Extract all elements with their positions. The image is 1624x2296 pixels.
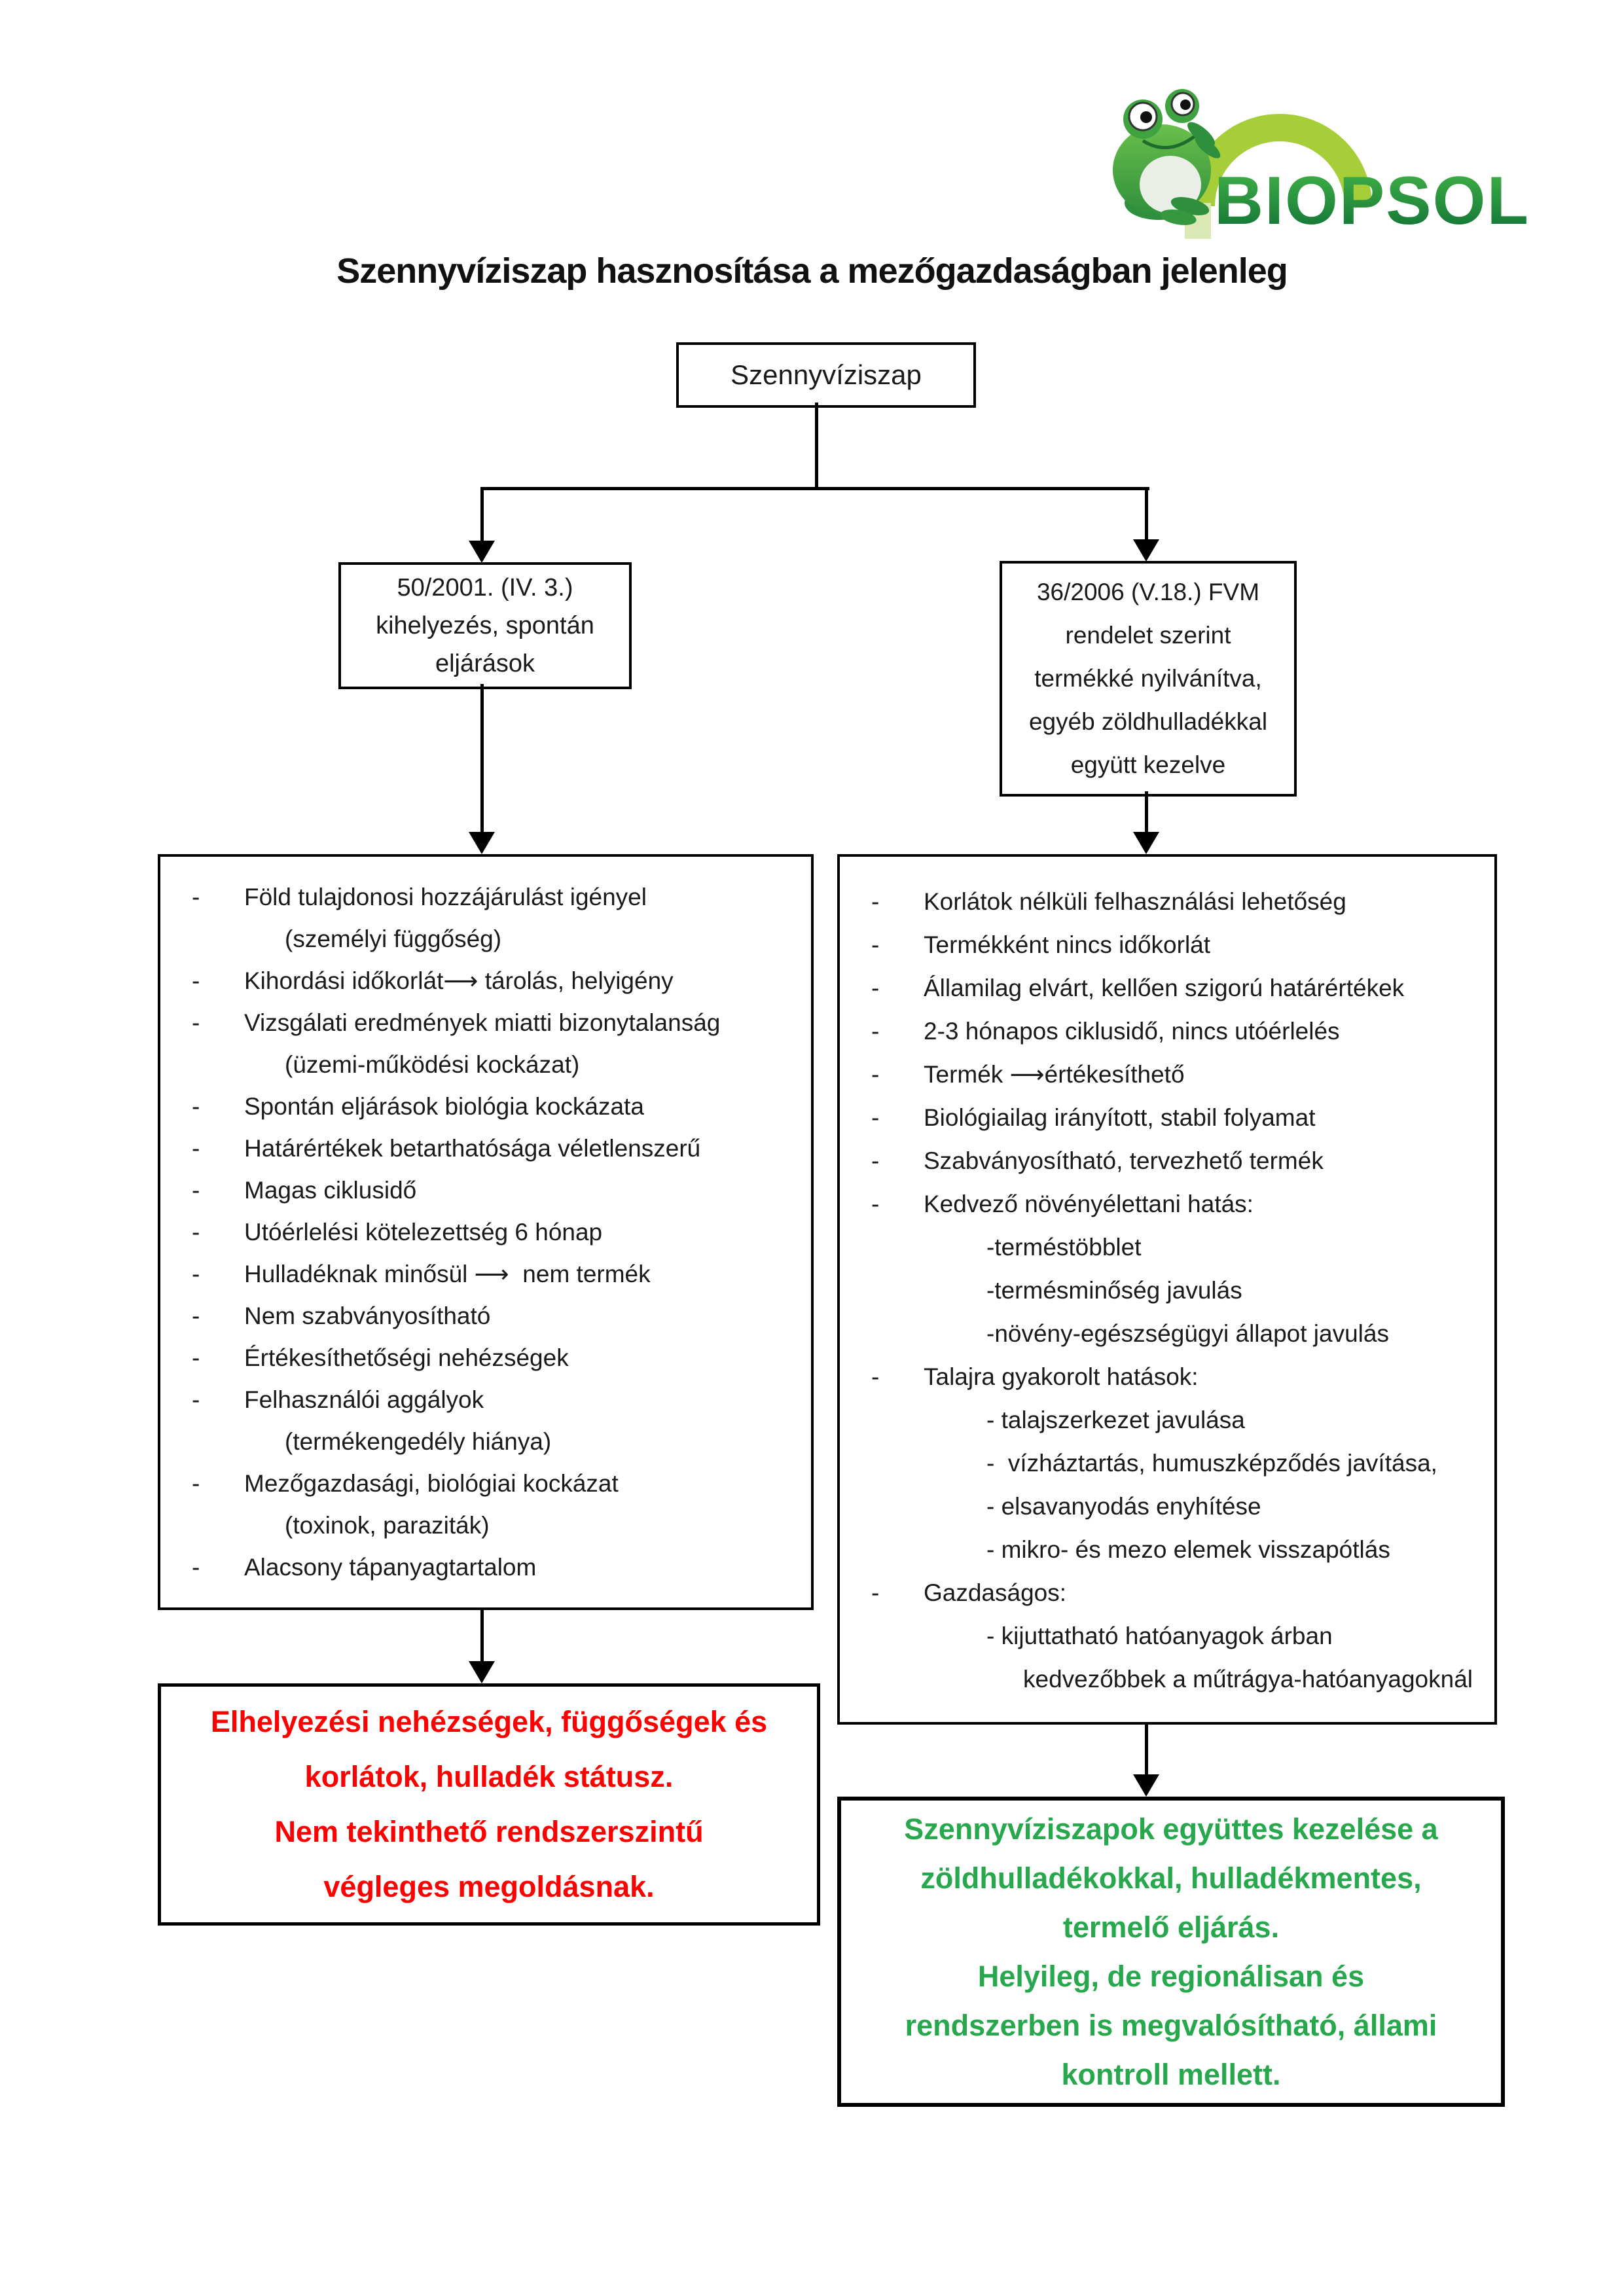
dash-bullet — [866, 1399, 924, 1442]
list-item-text: Kihordási időkorlát⟶ tárolás, helyigény — [244, 967, 674, 994]
dash-bullet: - — [192, 1009, 200, 1036]
dash-bullet: - — [192, 967, 200, 994]
arrowhead-left-list-icon — [469, 832, 495, 854]
dash-bullet: - — [192, 1093, 200, 1120]
list-item-text: Utóérlelési kötelezettség 6 hónap — [244, 1219, 603, 1246]
dash-bullet: - — [871, 975, 880, 1001]
conclusion-line: korlátok, hulladék státusz. — [304, 1760, 674, 1793]
dash-bullet — [866, 1485, 924, 1528]
dash-bullet: - — [871, 931, 880, 958]
list-item — [866, 1010, 1479, 1053]
connector-left-list-to-conclusion — [480, 1610, 484, 1662]
list-item — [187, 1505, 793, 1547]
list-item — [866, 1615, 1479, 1658]
connector-root-down — [815, 403, 818, 488]
arrowhead-left-conclusion-icon — [469, 1661, 495, 1683]
list-item — [866, 1399, 1479, 1442]
list-item-text: Határértékek betarthatósága véletlenszerű — [244, 1135, 701, 1162]
list-item — [187, 1421, 793, 1463]
list-item-text: Államilag elvárt, kellően szigorú határértékek — [924, 975, 1405, 1001]
list-item-text: Szabványosítható, tervezhető termék — [924, 1147, 1324, 1174]
list-item — [866, 1226, 1479, 1269]
list-item-text: Biológiailag irányított, stabil folyamat — [924, 1104, 1316, 1131]
list-item — [866, 1096, 1479, 1139]
list-item-text: Föld tulajdonosi hozzájárulást igényel — [244, 884, 647, 910]
list-item-text: Alacsony tápanyagtartalom — [244, 1554, 537, 1581]
dash-bullet: - — [192, 1135, 200, 1162]
connector-right-branch-to-list — [1145, 791, 1148, 833]
list-item — [187, 1086, 793, 1128]
list-item-text: Kedvező növényélettani hatás: — [924, 1191, 1254, 1217]
list-item — [187, 1044, 793, 1086]
dash-bullet — [866, 1226, 924, 1269]
list-item-text: -termésminőség javulás — [986, 1277, 1242, 1304]
list-item — [187, 1002, 793, 1044]
list-item — [187, 918, 793, 960]
conclusion-line: kontroll mellett. — [1061, 2058, 1281, 2091]
list-item-text: -terméstöbblet — [986, 1234, 1142, 1261]
dash-bullet: - — [871, 1191, 880, 1217]
list-item-text: Korlátok nélküli felhasználási lehetőség — [924, 888, 1346, 915]
dash-bullet: - — [871, 1363, 880, 1390]
list-item — [187, 1463, 793, 1505]
branch-line: eljárások — [435, 650, 535, 677]
dash-bullet — [866, 1312, 924, 1355]
conclusion-line: Nem tekinthető rendszerszintű — [274, 1815, 704, 1848]
list-item-text: (személyi függőség) — [285, 925, 502, 952]
list-item-text: -növény-egészségügyi állapot javulás — [986, 1320, 1389, 1347]
left-drawbacks-list — [158, 854, 814, 1610]
dash-bullet: - — [871, 1104, 880, 1131]
list-item-text: - talajszerkezet javulása — [986, 1407, 1245, 1433]
dash-bullet: - — [192, 1386, 200, 1413]
conclusion-line: végleges megoldásnak. — [323, 1870, 655, 1903]
list-item-text: - kijuttatható hatóanyagok árban — [986, 1623, 1333, 1649]
list-item-text: Magas ciklusidő — [244, 1177, 417, 1204]
dash-bullet — [866, 1269, 924, 1312]
left-branch-node-50-2001 — [338, 562, 632, 689]
root-node-szennyviziszap — [676, 342, 976, 408]
list-item-text: Termékként nincs időkorlát — [924, 931, 1211, 958]
dash-bullet — [866, 1615, 924, 1658]
biopsol-logo — [1080, 72, 1538, 249]
dash-bullet: - — [192, 1219, 200, 1246]
frog-logo-icon — [1080, 72, 1538, 249]
dash-bullet: - — [871, 1579, 880, 1606]
list-item — [866, 1528, 1479, 1571]
dash-bullet — [187, 1044, 244, 1086]
list-item-text: Spontán eljárások biológia kockázata — [244, 1093, 644, 1120]
dash-bullet: - — [192, 884, 200, 910]
list-item — [866, 1053, 1479, 1096]
list-item — [187, 1170, 793, 1211]
list-item — [187, 1337, 793, 1379]
list-item-text: (termékengedély hiánya) — [285, 1428, 552, 1455]
list-item — [866, 1571, 1479, 1615]
list-item — [866, 1485, 1479, 1528]
dash-bullet: - — [192, 1344, 200, 1371]
list-item-text: - elsavanyodás enyhítése — [986, 1493, 1261, 1520]
list-item — [866, 880, 1479, 924]
arrowhead-right-list-icon — [1133, 832, 1159, 854]
list-item — [187, 1211, 793, 1253]
right-branch-node-36-2006-fvm — [1000, 561, 1297, 797]
list-item — [866, 1183, 1479, 1226]
list-item — [866, 1355, 1479, 1399]
list-item-text: (üzemi-működési kockázat) — [285, 1051, 580, 1078]
dash-bullet: - — [192, 1470, 200, 1497]
list-item-text: Talajra gyakorolt hatások: — [924, 1363, 1199, 1390]
list-item — [187, 1547, 793, 1588]
list-item — [866, 924, 1479, 967]
list-item-text: Értékesíthetőségi nehézségek — [244, 1344, 569, 1371]
dash-bullet — [187, 918, 244, 960]
dash-bullet — [187, 1505, 244, 1547]
dash-bullet: - — [871, 888, 880, 915]
dash-bullet — [866, 1658, 924, 1701]
list-item — [187, 876, 793, 918]
conclusion-line: rendszerben is megvalósítható, állami — [905, 2009, 1437, 2042]
page-title: Szennyvíziszap hasznosítása a mezőgazdaságban jelenleg — [336, 251, 1288, 291]
list-item-text: - vízháztartás, humuszképződés javítása, — [986, 1450, 1437, 1477]
list-item-text: Felhasználói aggályok — [244, 1386, 484, 1413]
root-node-label: Szennyvíziszap — [731, 359, 922, 390]
list-item — [866, 1658, 1479, 1701]
dash-bullet: - — [871, 1147, 880, 1174]
branch-line: termékké nyilvánítva, — [1034, 665, 1262, 692]
branch-line: rendelet szerint — [1065, 622, 1231, 649]
arrowhead-left-branch-icon — [469, 541, 495, 563]
left-conclusion-negative — [158, 1683, 820, 1926]
brand-text: BIOPSOL — [1214, 163, 1530, 239]
list-item — [187, 960, 793, 1002]
dash-bullet: - — [871, 1061, 880, 1088]
conclusion-line: zöldhulladékokkal, hulladékmentes, — [920, 1861, 1422, 1895]
branch-line: együtt kezelve — [1070, 751, 1226, 778]
conclusion-line: termelő eljárás. — [1062, 1910, 1280, 1944]
conclusion-line: Szennyvíziszapok együttes kezelése a — [904, 1812, 1438, 1846]
connector-left-arm — [480, 487, 484, 542]
list-item — [866, 1269, 1479, 1312]
list-item — [866, 1442, 1479, 1485]
list-item-text: Termék ⟶értékesíthető — [924, 1061, 1185, 1088]
dash-bullet: - — [871, 1018, 880, 1045]
list-item-text: Mezőgazdasági, biológiai kockázat — [244, 1470, 619, 1497]
list-item — [866, 967, 1479, 1010]
dash-bullet — [187, 1421, 244, 1463]
list-item — [187, 1379, 793, 1421]
branch-line: 50/2001. (IV. 3.) — [397, 574, 573, 601]
dash-bullet: - — [192, 1554, 200, 1581]
branch-line: kihelyezés, spontán — [376, 612, 594, 639]
list-item-text: (toxinok, paraziták) — [285, 1512, 490, 1539]
dash-bullet — [866, 1528, 924, 1571]
list-item — [866, 1312, 1479, 1355]
connector-left-branch-to-list — [480, 684, 484, 833]
frog-icon — [1113, 89, 1223, 228]
list-item-text: Gazdaságos: — [924, 1579, 1067, 1606]
list-item — [187, 1128, 793, 1170]
connector-right-list-to-conclusion — [1145, 1725, 1148, 1776]
list-item — [866, 1139, 1479, 1183]
list-item-text: - mikro- és mezo elemek visszapótlás — [986, 1536, 1390, 1563]
list-item-text: Vizsgálati eredmények miatti bizonytalanság — [244, 1009, 721, 1036]
arrowhead-right-branch-icon — [1133, 539, 1159, 562]
dash-bullet — [866, 1442, 924, 1485]
dash-bullet: - — [192, 1302, 200, 1329]
conclusion-line: Helyileg, de regionálisan és — [977, 1960, 1365, 1993]
list-item — [187, 1295, 793, 1337]
arrowhead-right-conclusion-icon — [1133, 1774, 1159, 1797]
list-item-text: 2-3 hónapos ciklusidő, nincs utóérlelés — [924, 1018, 1340, 1045]
dash-bullet: - — [192, 1177, 200, 1204]
branch-line: egyéb zöldhulladékkal — [1028, 708, 1268, 735]
right-benefits-list — [837, 854, 1497, 1725]
right-conclusion-positive — [837, 1797, 1505, 2107]
list-item-text: Hulladéknak minősül ⟶ nem termék — [244, 1261, 651, 1287]
list-item-text: Nem szabványosítható — [244, 1302, 491, 1329]
list-item — [187, 1253, 793, 1295]
dash-bullet: - — [192, 1261, 200, 1287]
connector-horizontal — [480, 487, 1149, 490]
list-item-text: kedvezőbbek a műtrágya-hatóanyagoknál — [1023, 1666, 1473, 1693]
connector-right-arm — [1145, 487, 1148, 541]
branch-line: 36/2006 (V.18.) FVM — [1036, 579, 1260, 605]
conclusion-line: Elhelyezési nehézségek, függőségek és — [210, 1705, 768, 1738]
